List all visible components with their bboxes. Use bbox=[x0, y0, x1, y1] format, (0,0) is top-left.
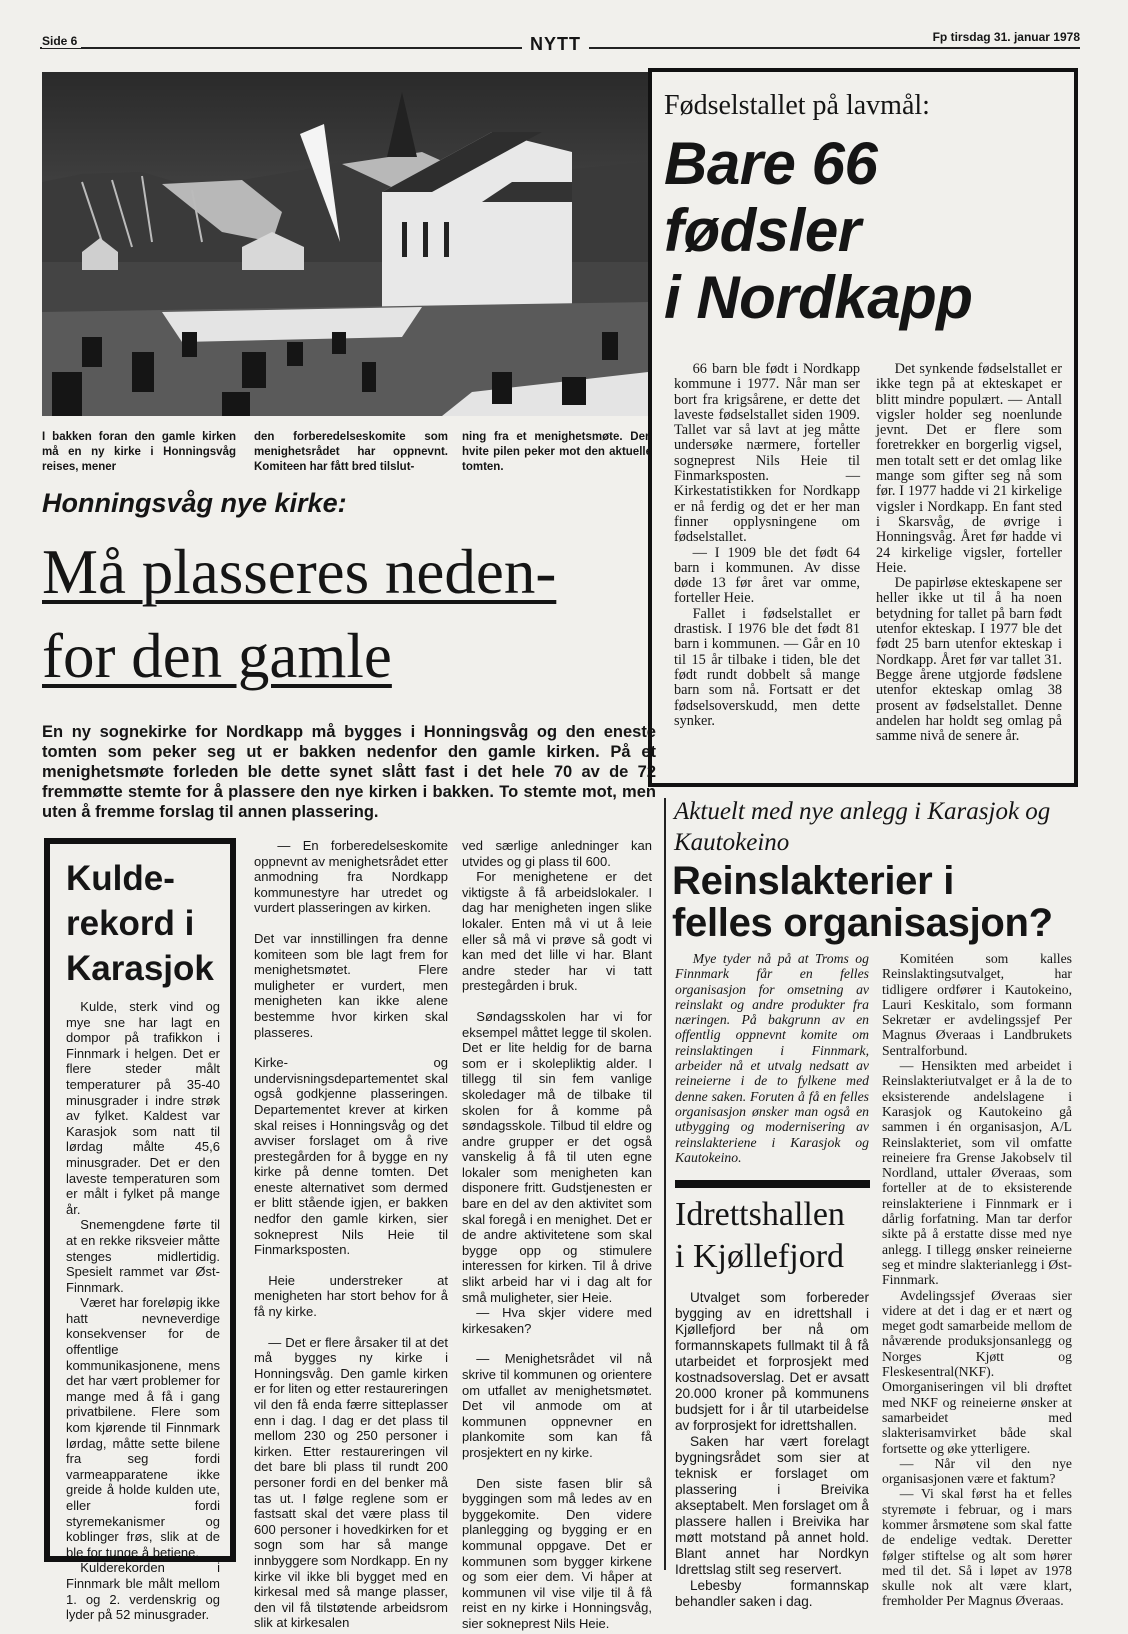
rein-headline bbox=[672, 860, 1092, 944]
nordkapp-headline bbox=[664, 130, 972, 331]
kulde-headline: Kulde-rekord i Karasjok bbox=[66, 859, 214, 988]
paragraph: Den siste fasen blir så byggingen som må ledes av en byggekomite. Den videre planlegging og bygging er en kommunal oppgave. Det er kommunen som bygger kirkene og som eier dem. Vi håper at kommunen vil vise vilje til å få reist en ny kirke i Honningsvåg, sier sokneprest Nils Heie. bbox=[462, 1475, 652, 1631]
page-number: Side 6 bbox=[42, 34, 81, 48]
kulde-body bbox=[66, 999, 220, 1623]
paragraph: — Hensikten med arbeidet i Reinslakteriutvalget er å la de to eksisterende andelslagene i Karasjok og Kautokeino gå sammen i én organisasjon, A/L Reinslakteriet, som vil omfatte reineiere fra Grense Jakobselv til Nordland, uttaler Øveraas, som forteller at de to eksisterende reinslakteriene i Finnmark er i dårlig forfatning. Man tar derfor sikte på å erstatte disse med nye anlegg. I tillegg ønsker reineierne seg et mindre slakterianlegg i Øst-Finnmark. bbox=[882, 1058, 1072, 1288]
paragraph: Kulderekorden i Finnmark ble målt mellom 1. og 2. verdenskrig og lyder på 52 minusgrader. bbox=[66, 1560, 220, 1623]
paragraph: Avdelingssjef Øveraas sier videre at det i dag er et nært og meget godt samarbeide mellom de nåværende produksjonsanlegg og Norges Kjøtt og Fleskesentral(NKF). Omorganiseringen vil bli drøftet med NKF og reineierne ønsker at samarbeidet med slakterisamvirket både skal fortsette og øke ytterligere. bbox=[882, 1287, 1072, 1456]
article-column-2 bbox=[254, 838, 448, 1631]
headline-line: Bare 66 bbox=[664, 130, 878, 197]
paragraph: Saken har vært forelagt bygningsrådet som sier at teknisk er forslaget om plassering i Breivika akseptabelt. Men forslaget om å plassere hallen i Breivika har møtt motstand på annet hold. Blant annet har Nordkyn Idrettslag stilt seg reservert. bbox=[675, 1434, 869, 1577]
paragraph: Heie understreker at menigheten har stort behov for å få ny kirke. bbox=[254, 1272, 448, 1320]
paragraph: — Menighetsrådet vil nå skrive til kommunen og orientere om utfallet av menighetsmøtet. Det vil anmode om at kommunen oppnevner en plankomite som kan få prosjektert en ny kirke. bbox=[462, 1351, 652, 1460]
paragraph: Lebesby formannskap behandler saken i dag. bbox=[675, 1578, 869, 1609]
paragraph: Komitéen som kalles Reinslaktingsutvalget, har tidligere ordfører i Kautokeino, Lauri Keskitalo, som formann Sekretær er avdelingssjef Per Magnus Øveraas i Landbrukets Sentralforbund. bbox=[882, 951, 1072, 1058]
headline-line-1: Må plasseres neden- bbox=[42, 537, 557, 607]
paragraph: — Når vil den nye organisasjonen være et faktum? bbox=[882, 1455, 1072, 1487]
article-lead: En ny sognekirke for Nordkapp må bygges i Honningsvåg og den eneste tomten som peker seg ut er bakken nedenfor den gamle kirken. På et menighetsmøte forleden ble dette synet slått fast i det hele 70 av de 72 fremmøtte stemte for å plassere den nye kirken i bakken. To stemte mot, men uten å fremme forslag til annen plassering. bbox=[42, 723, 656, 821]
paragraph: — En forberedelseskomite oppnevnt av menighetsrådet etter anmodning fra Nordkapp kommunestyre har utredet og vurdert plasseringen av kirken. bbox=[254, 838, 448, 916]
article-column-3 bbox=[462, 838, 652, 1631]
church-photo bbox=[42, 72, 648, 416]
paragraph: ved særlige anledninger kan utvides og gi plass til 600. bbox=[462, 838, 652, 869]
nordkapp-body bbox=[674, 362, 1062, 782]
paragraph: For menighetene er det viktigste å få arbeidslokaler. I dag har menigheten ingen slike lokaler. Enten må vi ut å leie eller så må vi prøve så godt vi kan med det lille vi har. Blant andre steder har vi tatt prestegården i bruk. bbox=[462, 869, 652, 994]
issue-date: Fp tirsdag 31. januar 1978 bbox=[929, 30, 1080, 44]
paragraph: Fallet i fødselstallet er drastisk. I 1976 ble det født 81 barn i kommunen. — Går en 10 til 15 år tilbake i tiden, ble det født rundt dobbelt så mange barn som nå. Fortsatt er det fødselsoverskudd, men dette synker. bbox=[674, 605, 860, 729]
paragraph: Snemengdene førte til at en rekke riksveier måtte stenges midlertidig. Spesielt rammet var Øst-Finnmark. bbox=[66, 1217, 220, 1295]
idrett-body bbox=[675, 1290, 869, 1610]
headline-line: i Kjøllefjord bbox=[675, 1238, 845, 1275]
photo-caption-part-3: ning fra et menighetsmøte. Den hvite pilen peker mot den aktuelle tomten. bbox=[462, 431, 652, 473]
headline-line: i Nordkapp bbox=[664, 264, 973, 331]
paragraph: Utvalget som forbereder bygging av en idrettshall i Kjøllefjord ber nå om formannskapets fullmakt til å få utarbeidet et forprosjekt med kostnadsoverslag. Det er avsatt 20.000 kroner på kommunens budsjett for i år til utarbeidelse av forprosjekt for idrettshallen. bbox=[675, 1290, 869, 1433]
paragraph: — Det er flere årsaker til at det må bygges ny kirke i Honningsvåg. Den gamle kirken er for liten og etter restaureringen vil den få enda færre sitteplasser enn i dag. I dag er det plass til mellom 230 og 250 personer i kirken. Etter restaureringen vil det bare bli plass til rundt 200 personer fordi en del benker må tas ut. I følge reglene som er fastsatt skal det være plass til 600 personer i hovedkirken for et sogn som har så mange innbyggere som Nordkapp. En ny kirke vil ikke bli bygget med en kirkesal med så mange plasser, den vil få tilstøtende arbeidsrom slik at kirkesalen bbox=[254, 1334, 448, 1631]
section-divider-bar bbox=[675, 1180, 870, 1188]
idrett-headline bbox=[675, 1194, 875, 1278]
paragraph: Været har foreløpig ikke hatt nevneverdige konsekvenser for de offentlige kommunikasjonene, mens det har vært problemer for mange med å få i gang privatbilene. Flere som kom kjørende til Finnmark lørdag, måtte sette bilene fra seg fordi varmeapparatene ikke greide å holde kulden ute, eller fordi styremekanismer og koblinger frøs, slik at de ble for tunge å betjene. bbox=[66, 1295, 220, 1560]
headline-line: Reinslakterier i bbox=[672, 859, 955, 903]
article-kicker: Honningsvåg nye kirke: bbox=[42, 488, 347, 518]
nordkapp-story-box bbox=[648, 68, 1078, 787]
rein-body bbox=[882, 951, 1072, 1609]
rein-kicker: Aktuelt med nye anlegg i Karasjok og Kautokeino bbox=[674, 798, 1051, 856]
paragraph: De papirløse ekteskapene ser heller ikke ut til å ha noen betydning for tallet på barn født utenfor ekteskap. I 1977 ble det født 25 barn utenfor ekteskap i Nordkapp. Året før var tallet 31. Begge årene utgjorde fødslene utenfor ekteskap omlag 38 prosent av fødselstallet. Denne andelen har holdt seg omlag på samme nivå de senere år. bbox=[876, 575, 1062, 745]
photo-caption-part-2: den forberedelseskomite som menighetsrådet har oppnevnt. Komiteen har fått bred tilslut- bbox=[254, 431, 448, 473]
paragraph: Det var innstillingen fra denne komiteen som ble lagt frem for menighetsmøtet. Flere muligheter er vurdert, men menigheten kan ikke alene bestemme hvor kirken skal plasseres. bbox=[254, 930, 448, 1040]
paragraph: Kulde, sterk vind og mye sne har lagt en dompor på trafikkon i Finnmark i helgen. Det er flere steder målt temperaturer på 35-40 minusgrader i indre strøk av fylket. Kaldest var Karasjok som natt til lørdag målte 45,6 minusgrader. Det er den laveste temperaturen som er målt i fylket på mange år. bbox=[66, 999, 220, 1217]
photo-caption-part-1: I bakken foran den gamle kirken må en ny kirke i Honningsvåg reises, mener bbox=[42, 431, 236, 473]
nordkapp-kicker: Fødselstallet på lavmål: bbox=[664, 90, 930, 121]
article-headline bbox=[42, 530, 662, 698]
paragraph: Det synkende fødselstallet er ikke tegn på at ekteskapet er blitt mindre populært. — Antall vigsler holder seg noenlunde jevnt. Det er flere som foretrekker en borgerlig vigsel, men totalt sett er det omlag like mange som gifter seg nå som før. I 1977 hadde vi 21 kirkelige vigsler i Nordkapp. En fant sted i Skarsvåg, de øvrige i Honningsvåg. Året før hadde vi 24 kirkelige vigsler, forteller Heie. bbox=[876, 361, 1062, 576]
section-title: NYTT bbox=[522, 34, 589, 55]
headline-line: felles organisasjon? bbox=[672, 901, 1053, 945]
headline-line: Idrettshallen bbox=[675, 1196, 845, 1233]
headline-line: fødsler bbox=[664, 197, 861, 264]
headline-line-2: for den gamle bbox=[42, 621, 392, 691]
rein-lead: Mye tyder nå på at Troms og Finnmark får en felles organisasjon for omsetning av reinslakt og andre produkter fra næringen. På bakgrunn av en offentlig oppnevnt komite om reinslaktingen i Finnmark, arbeider nå et utvalg nedsatt av reineierne i de to fylkene med denne saken. Foruten å få en felles organisasjon ønsker man også en utbygging og modernisering av reinslakteriene i Karasjok og Kautokeino. bbox=[675, 951, 869, 1165]
paragraph: — Vi skal først ha et felles styremøte i februar, og i mars kommer årsmøtene som skal fatte de endelige vedtak. Deretter følger stiftelse og alt som hører med til det. Så i løpet av 1978 skulle nok alt være klart, fremholder Per Magnus Øveraas. bbox=[882, 1486, 1072, 1609]
column-rule bbox=[664, 798, 666, 1570]
paragraph: Søndagsskolen har vi for eksempel måttet legge til skolen. Det er lite heldig for de barna som er i skolepliktig alder. I tillegg til sin fem vanlige skoledager må de tilbake til skolen for å komme på søndagsskole. Tilbud til eldre og andre grupper er det også vanskelig å få til uten egne lokaler som menigheten kan disponere fritt. Gudstjenesten er bare en del av den aktivitet som skal foregå i en menighet. Det er de andre aktivitetene som skal bygge opp og stimulere interessen for kirken. Til å drive slikt arbeid har vi i dag alt for små muligheter, sier Heie. bbox=[462, 1008, 652, 1305]
paragraph: — I 1909 ble det født 64 barn i kommunen. Av disse døde 13 før året var omme, forteller Heie. bbox=[674, 544, 860, 607]
kulde-story-box bbox=[44, 838, 236, 1623]
paragraph: — Hva skjer videre med kirkesaken? bbox=[462, 1305, 652, 1336]
paragraph: Kirke- og undervisningsdepartementet skal også godkjenne plasseringen. Departementet krever at kirken skal reises i Honningsvåg og det avviser forslaget om å rive prestegården for å bygge en ny kirke på denne tomten. Det eneste alternativet som dermed er blitt stående igjen, er bakken nedfor den gamle kirken, sier sokneprest Nils Heie til Finmarksposten. bbox=[254, 1055, 448, 1258]
paragraph: 66 barn ble født i Nordkapp kommune i 1977. Når man ser bort fra krigsårene, er dette det laveste fødselstallet siden 1909. Tallet var så lavt at jeg måtte undersøke nærmere, forteller sogneprest Nils Heie til Finmarksposten. — Kirkestatistikken for Nordkapp er nå ferdig og det er her man finner opplysningene om fødselstallet. bbox=[674, 361, 860, 546]
